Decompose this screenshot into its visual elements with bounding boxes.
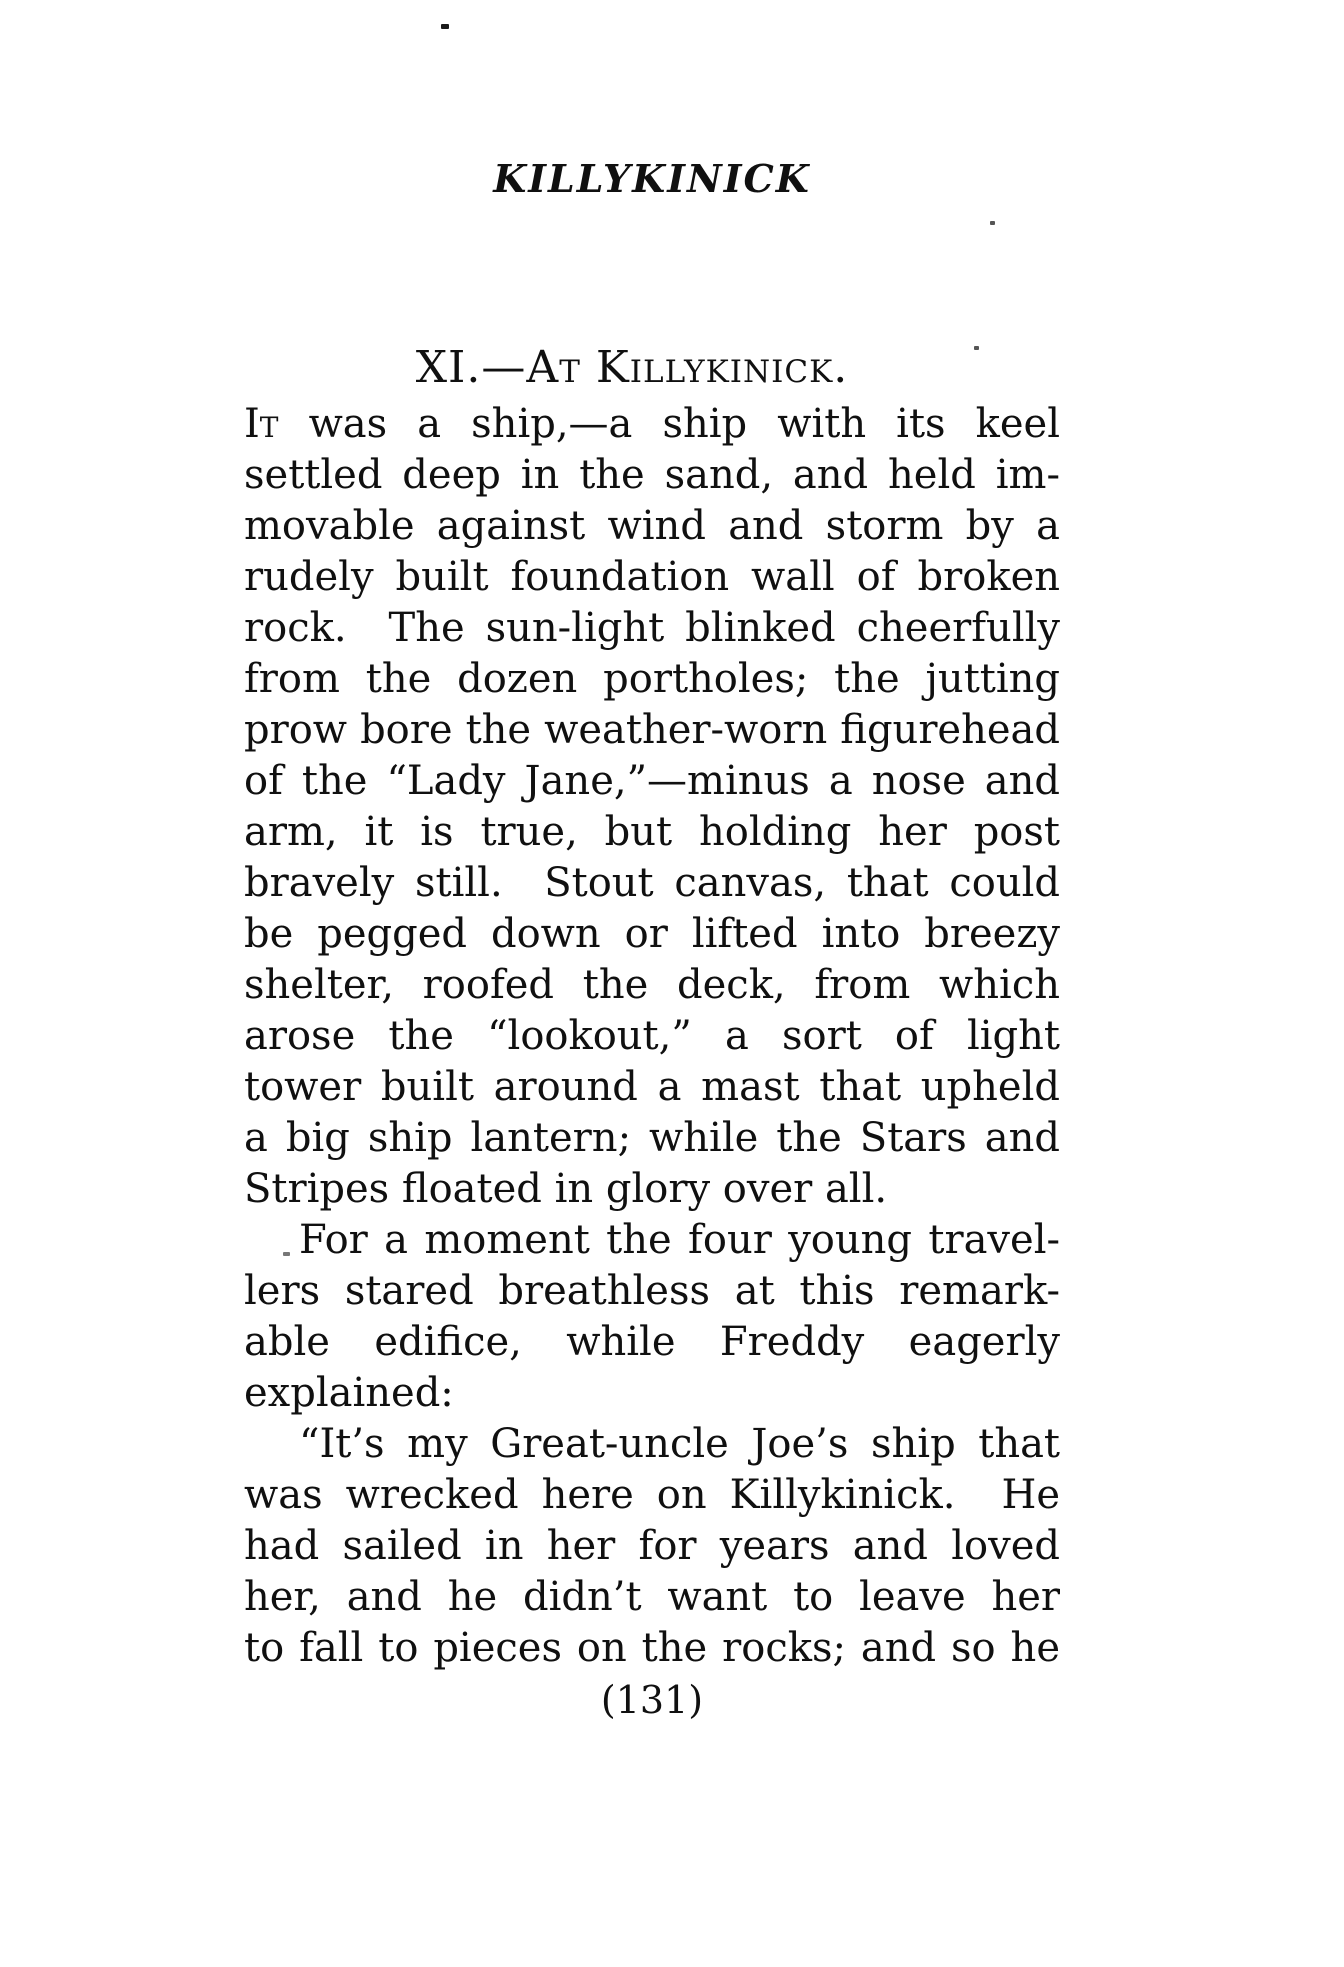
text-line: from the dozen portholes; the jutting (244, 656, 1060, 702)
text-line: rock. The sun-light blinked cheerfully (244, 605, 1060, 651)
text-line: arose the “lookout,” a sort of light (244, 1013, 1060, 1059)
text-line: bravely still. Stout canvas, that could (244, 860, 1060, 906)
smallcaps-lead-word: It (244, 401, 279, 447)
paragraph (244, 399, 1060, 1215)
text-line: movable against wind and storm by a (244, 503, 1060, 549)
text-line: settled deep in the sand, and held im- (244, 452, 1060, 498)
scan-speck-artifact (974, 346, 979, 350)
text-line: “It’s my Great-uncle Joe’s ship that (299, 1421, 1060, 1467)
text-line: rudely built foundation wall of broken (244, 554, 1060, 600)
text-line: was wrecked here on Killykinick. He (244, 1472, 1060, 1518)
text-line: of the “Lady Jane,”—minus a nose and (244, 758, 1060, 804)
text-line: her, and he didn’t want to leave her (244, 1574, 1060, 1620)
text-body (244, 399, 1060, 1674)
paragraph (244, 1215, 1060, 1419)
text-line: shelter, roofed the deck, from which (244, 962, 1060, 1008)
text-line: It was a ship,—a ship with its keel (244, 401, 1061, 447)
text-line: be pegged down or lifted into breezy (244, 911, 1060, 957)
text-line: Stripes floated in glory over all. (244, 1166, 888, 1212)
text-line: to fall to pieces on the rocks; and so he (244, 1625, 1060, 1671)
chapter-numeral: XI.— (415, 342, 527, 393)
text-line: prow bore the weather-worn figurehead (244, 707, 1060, 753)
chapter-title: At Killykinick. (526, 342, 849, 393)
text-line: For a moment the four young travel- (299, 1217, 1060, 1263)
scan-speck-artifact (441, 24, 449, 29)
running-header: KILLYKINICK (493, 156, 811, 201)
text-line: a big ship lantern; while the Stars and (244, 1115, 1060, 1161)
text-line: tower built around a mast that upheld (244, 1064, 1060, 1110)
text-line: had sailed in her for years and loved (244, 1523, 1060, 1569)
chapter-heading (224, 342, 1040, 393)
text-line: arm, it is true, but holding her post (244, 809, 1060, 855)
page-number: (131) (600, 1678, 704, 1722)
scan-speck-artifact (283, 1252, 290, 1256)
scan-speck-artifact (990, 221, 995, 225)
paragraph (244, 1419, 1060, 1674)
text-line: lers stared breathless at this remark- (244, 1268, 1060, 1314)
text-line: explained: (244, 1370, 454, 1416)
text-line: able edifice, while Freddy eagerly (244, 1319, 1060, 1365)
